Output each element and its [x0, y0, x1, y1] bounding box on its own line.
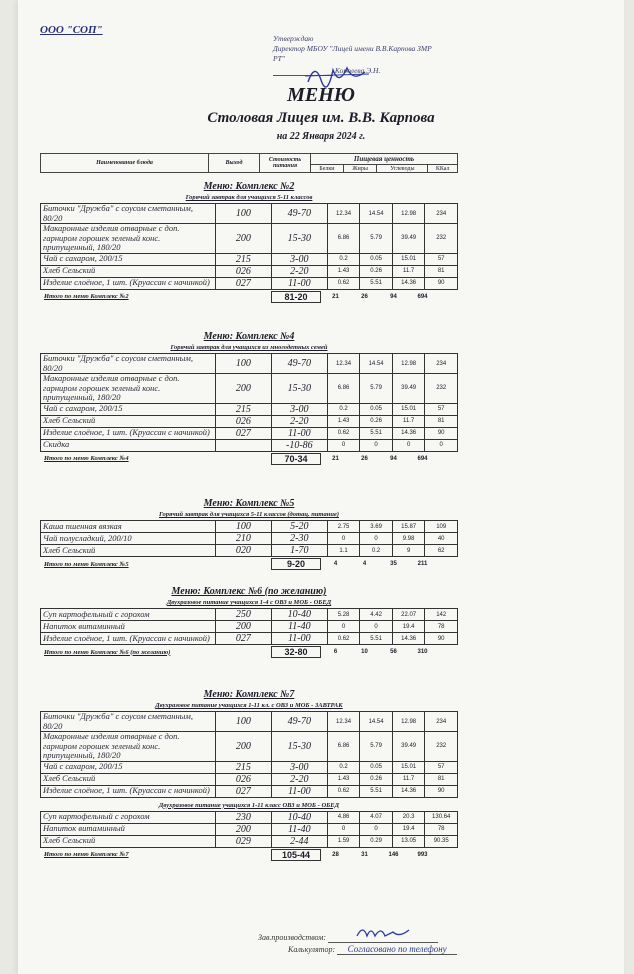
section-complex-4 [40, 330, 458, 466]
dish-protein: 4.86 [327, 811, 360, 823]
total-label: Итого по меню Комплекс №2 [44, 293, 129, 300]
dish-yield: 230 [215, 811, 271, 823]
dish-protein: 2.75 [327, 521, 360, 533]
dish-yield: 027 [215, 277, 271, 289]
dish-kcal: 90 [425, 427, 458, 439]
dish-carbs: 0 [392, 439, 425, 451]
header-nutrition: Пищевая ценность [311, 154, 458, 165]
menu-row [41, 439, 458, 451]
menu-row [41, 427, 458, 439]
dish-name: Чай с сахаром, 200/15 [41, 761, 216, 773]
total-carbs: 146 [388, 851, 399, 858]
dish-price: 10-40 [271, 811, 327, 823]
dish-fat: 0.26 [360, 265, 393, 277]
section-subtitle: Двухразовое питание учащихся 1-4 с ОВЗ и МОБ - ОБЕД [166, 599, 332, 606]
dish-protein: 0.62 [327, 633, 360, 645]
dish-name: Биточки "Дружба" с соусом сметанным, 80/20 [41, 204, 216, 224]
dish-kcal: 78 [425, 621, 458, 633]
dish-kcal: 90 [425, 785, 458, 797]
dish-yield: 027 [215, 427, 271, 439]
menu-row [41, 374, 458, 404]
dish-name: Чай с сахаром, 200/15 [41, 253, 216, 265]
dish-fat: 0.2 [360, 545, 393, 557]
menu-row [41, 761, 458, 773]
dish-yield: 100 [215, 204, 271, 224]
dish-name: Макаронные изделия отварные с доп. гарниром горошек зеленый конс. припущенный, 180/20 [41, 224, 216, 254]
dish-price: 49-70 [271, 204, 327, 224]
dish-kcal: 62 [425, 545, 458, 557]
dish-fat: 14.54 [360, 354, 393, 374]
total-fat: 4 [362, 561, 367, 567]
dish-name: Биточки "Дружба" с соусом сметанным, 80/20 [41, 712, 216, 732]
dish-yield: 100 [215, 521, 271, 533]
calculator-line [288, 944, 457, 955]
dish-fat: 0.05 [360, 253, 393, 265]
dish-protein: 0 [327, 621, 360, 633]
dish-protein: 6.86 [327, 374, 360, 404]
dish-price: -10-86 [271, 439, 327, 451]
dish-protein: 0.2 [327, 403, 360, 415]
dish-carbs: 22.07 [392, 609, 425, 621]
dish-yield: 200 [215, 823, 271, 835]
dish-price: 1-70 [271, 545, 327, 557]
menu-row [41, 204, 458, 224]
production-label: Зав.производством: [258, 933, 327, 942]
dish-fat: 4.42 [360, 609, 393, 621]
header-protein: Белки [311, 165, 344, 173]
dish-fat: 0.29 [360, 835, 393, 847]
section-complex-5 [40, 497, 458, 571]
dish-carbs: 14.36 [392, 785, 425, 797]
dish-yield: 250 [215, 609, 271, 621]
dish-price: 2-20 [271, 415, 327, 427]
header-carbs: Углеводы [377, 165, 428, 173]
dish-price: 15-30 [271, 732, 327, 762]
dish-price: 2-44 [271, 835, 327, 847]
dish-yield: 215 [215, 761, 271, 773]
dish-yield: 020 [215, 545, 271, 557]
menu-row [41, 712, 458, 732]
dish-fat: 5.51 [360, 277, 393, 289]
menu-row [41, 633, 458, 645]
menu-row [41, 253, 458, 265]
dish-kcal: 81 [425, 265, 458, 277]
dish-yield: 100 [215, 354, 271, 374]
dish-kcal: 142 [425, 609, 458, 621]
dish-name: Изделие слоёное, 1 шт. (Круассан с начинкой) [41, 633, 216, 645]
menu-row [41, 785, 458, 797]
column-header [40, 153, 458, 173]
section-title: Меню: Комплекс №4 [203, 331, 295, 342]
dish-name: Чай полусладкий, 200/10 [41, 533, 216, 545]
dish-yield: 026 [215, 415, 271, 427]
dish-kcal: 234 [425, 712, 458, 732]
dish-carbs: 19.4 [392, 621, 425, 633]
approval-line-3: РТ" [273, 54, 285, 63]
dish-carbs: 19.4 [392, 823, 425, 835]
section-total [40, 645, 458, 659]
section-total [40, 290, 458, 304]
total-protein: 21 [332, 455, 339, 462]
dish-name: Хлеб Сельский [41, 265, 216, 277]
menu-row [41, 354, 458, 374]
menu-row [41, 224, 458, 254]
total-label: Итого по меню Комплекс №6 (по желанию) [44, 648, 171, 656]
production-signature [258, 924, 438, 943]
total-kcal: 694 [417, 455, 428, 462]
menu-document [18, 0, 624, 974]
header-kcal: ККал [428, 165, 458, 173]
dish-yield: 026 [215, 773, 271, 785]
dish-fat: 0 [360, 439, 393, 451]
dish-fat: 4.07 [360, 811, 393, 823]
approver-name: Королева Э.Н. [334, 66, 381, 75]
total-carbs: 94 [390, 293, 397, 300]
total-sum: 70-34 [271, 453, 321, 465]
dish-kcal: 232 [425, 374, 458, 404]
dish-protein: 1.43 [327, 773, 360, 785]
dish-kcal: 40 [425, 533, 458, 545]
dish-protein: 12.34 [327, 204, 360, 224]
organization-name: ООО "СОП" [40, 24, 103, 36]
dish-price: 2-20 [271, 265, 327, 277]
dish-price: 11-00 [271, 633, 327, 645]
total-kcal: 694 [417, 293, 428, 300]
total-kcal: 211 [417, 561, 428, 567]
dish-carbs: 11.7 [392, 415, 425, 427]
dish-name: Суп картофельный с горохом [41, 609, 216, 621]
dish-name: Макаронные изделия отварные с доп. гарниром горошек зеленый конс. припущенный, 180/20 [41, 732, 216, 762]
dish-protein: 0.62 [327, 277, 360, 289]
dish-carbs: 9 [392, 545, 425, 557]
dish-price: 11-00 [271, 785, 327, 797]
menu-row [41, 521, 458, 533]
dish-protein: 0.2 [327, 761, 360, 773]
total-label: Итого по меню Комплекс №4 [44, 455, 129, 462]
menu-row [41, 732, 458, 762]
total-kcal: 310 [417, 649, 428, 655]
dish-carbs: 11.7 [392, 265, 425, 277]
dish-price: 11-00 [271, 277, 327, 289]
dish-protein: 6.86 [327, 224, 360, 254]
section-total [40, 557, 458, 571]
dish-protein: 12.34 [327, 354, 360, 374]
page-title: МЕНЮ [287, 84, 355, 106]
dish-price: 49-70 [271, 712, 327, 732]
calc-value: Согласовано по телефону [337, 944, 457, 955]
dish-carbs: 39.49 [392, 224, 425, 254]
production-signature-mark [353, 924, 413, 940]
dish-fat: 0.05 [360, 403, 393, 415]
dish-carbs: 12.98 [392, 712, 425, 732]
menu-row [41, 415, 458, 427]
total-protein: 28 [332, 851, 339, 858]
dish-carbs: 13.05 [392, 835, 425, 847]
dish-kcal: 57 [425, 761, 458, 773]
dish-carbs: 15.01 [392, 253, 425, 265]
dish-name: Хлеб Сельский [41, 545, 216, 557]
dish-name: Хлеб Сельский [41, 835, 216, 847]
dish-protein: 0 [327, 439, 360, 451]
dish-name: Биточки "Дружба" с соусом сметанным, 80/20 [41, 354, 216, 374]
menu-row [41, 811, 458, 823]
section-subtitle: Горячий завтрак для учащихся 5-11 классов (дотац. питание) [158, 511, 340, 518]
dish-name: Чай с сахаром, 200/15 [41, 403, 216, 415]
dish-fat: 5.79 [360, 224, 393, 254]
dish-kcal: 90 [425, 277, 458, 289]
dish-name: Скидка [41, 439, 216, 451]
section-total [40, 848, 458, 862]
dish-kcal: 234 [425, 354, 458, 374]
total-sum: 105-44 [271, 849, 321, 861]
section-subtitle: Горячий завтрак для учащихся 5-11 классов [185, 194, 313, 201]
dish-kcal: 81 [425, 773, 458, 785]
approval-line-1: Утверждаю [273, 34, 314, 43]
dish-price: 2-30 [271, 533, 327, 545]
total-label: Итого по меню Комплекс №5 [44, 560, 129, 568]
dish-price: 11-40 [271, 823, 327, 835]
dish-yield: 200 [215, 621, 271, 633]
page-subtitle: Столовая Лицея им. В.В. Карпова [207, 110, 435, 126]
total-fat: 26 [361, 455, 368, 462]
dish-kcal: 0 [425, 439, 458, 451]
dish-name: Напиток витаминный [41, 823, 216, 835]
total-fat: 10 [361, 649, 368, 655]
dish-fat: 0.26 [360, 415, 393, 427]
header-fat: Жиры [343, 165, 377, 173]
menu-row [41, 773, 458, 785]
dish-name: Суп картофельный с горохом [41, 811, 216, 823]
dish-fat: 14.54 [360, 204, 393, 224]
total-fat: 31 [361, 851, 368, 858]
dish-price: 3-00 [271, 403, 327, 415]
header-cost: Стоимость питания [260, 154, 311, 173]
menu-row [41, 533, 458, 545]
dish-carbs: 12.98 [392, 204, 425, 224]
menu-row [41, 835, 458, 847]
dish-yield: 027 [215, 633, 271, 645]
dish-carbs: 15.87 [392, 521, 425, 533]
dish-price: 11-00 [271, 427, 327, 439]
dish-carbs: 14.36 [392, 427, 425, 439]
dish-protein: 0.62 [327, 785, 360, 797]
total-sum: 81-20 [271, 291, 321, 303]
dish-fat: 0 [360, 823, 393, 835]
dish-fat: 0 [360, 533, 393, 545]
total-protein: 4 [333, 561, 338, 567]
dish-carbs: 15.01 [392, 761, 425, 773]
menu-row [41, 823, 458, 835]
total-fat: 26 [361, 293, 368, 300]
menu-table-2 [40, 811, 458, 848]
total-carbs: 94 [390, 455, 397, 462]
dish-yield: 215 [215, 403, 271, 415]
total-sum: 9-20 [271, 558, 321, 570]
dish-protein: 1.43 [327, 265, 360, 277]
dish-fat: 0.05 [360, 761, 393, 773]
section-complex-6 [40, 585, 458, 659]
total-protein: 6 [333, 649, 338, 655]
section-subtitle: Двухразовое питание учащихся 1-11 кл. с ОВЗ и МОБ - ЗАВТРАК [155, 702, 343, 709]
dish-name: Макаронные изделия отварные с доп. гарниром горошек зеленый конс. припущенный, 180/20 [41, 374, 216, 404]
approval-line-2: Директор МБОУ "Лицей имени В.В.Карпова ЗМР [273, 44, 432, 53]
dish-fat: 0 [360, 621, 393, 633]
dish-kcal: 232 [425, 732, 458, 762]
dish-protein: 12.34 [327, 712, 360, 732]
dish-kcal: 90.35 [425, 835, 458, 847]
dish-name: Хлеб Сельский [41, 773, 216, 785]
menu-table [40, 353, 458, 452]
menu-table [40, 608, 458, 645]
dish-fat: 5.51 [360, 633, 393, 645]
menu-table [40, 203, 458, 290]
dish-name: Изделие слоёное, 1 шт. (Круассан с начинкой) [41, 277, 216, 289]
dish-carbs: 9.98 [392, 533, 425, 545]
dish-kcal: 81 [425, 415, 458, 427]
dish-protein: 1.43 [327, 415, 360, 427]
dish-yield [215, 439, 271, 451]
dish-carbs: 11.7 [392, 773, 425, 785]
dish-fat: 14.54 [360, 712, 393, 732]
dish-protein: 0.62 [327, 427, 360, 439]
dish-yield: 029 [215, 835, 271, 847]
dish-yield: 200 [215, 224, 271, 254]
total-sum: 32-80 [271, 646, 321, 658]
dish-fat: 3.69 [360, 521, 393, 533]
dish-kcal: 57 [425, 403, 458, 415]
dish-name: Изделие слоёное, 1 шт. (Круассан с начинкой) [41, 785, 216, 797]
total-label: Итого по меню Комплекс №7 [44, 851, 129, 858]
header-yield: Выход [209, 154, 260, 173]
calc-label: Калькулятор: [288, 945, 336, 954]
dish-fat: 5.79 [360, 732, 393, 762]
section-title: Меню: Комплекс №6 (по желанию) [171, 586, 327, 597]
dish-kcal: 57 [425, 253, 458, 265]
dish-kcal: 234 [425, 204, 458, 224]
menu-row [41, 609, 458, 621]
dish-name: Напиток витаминный [41, 621, 216, 633]
dish-fat: 5.51 [360, 785, 393, 797]
menu-row [41, 621, 458, 633]
section-title: Меню: Комплекс №2 [203, 181, 295, 192]
dish-fat: 5.79 [360, 374, 393, 404]
menu-row [41, 403, 458, 415]
dish-price: 10-40 [271, 609, 327, 621]
dish-yield: 026 [215, 265, 271, 277]
dish-name: Каша пшенная вязкая [41, 521, 216, 533]
dish-kcal: 130.64 [425, 811, 458, 823]
dish-fat: 5.51 [360, 427, 393, 439]
dish-carbs: 14.36 [392, 633, 425, 645]
dish-price: 3-00 [271, 761, 327, 773]
dish-yield: 215 [215, 253, 271, 265]
dish-carbs: 39.49 [392, 732, 425, 762]
dish-price: 11-40 [271, 621, 327, 633]
menu-table [40, 711, 458, 798]
section-complex-7 [40, 688, 458, 862]
menu-row [41, 277, 458, 289]
dish-carbs: 14.36 [392, 277, 425, 289]
dish-kcal: 90 [425, 633, 458, 645]
total-protein: 21 [332, 293, 339, 300]
dish-kcal: 109 [425, 521, 458, 533]
dish-protein: 0 [327, 823, 360, 835]
dish-protein: 0 [327, 533, 360, 545]
dish-carbs: 12.98 [392, 354, 425, 374]
dish-carbs: 15.01 [392, 403, 425, 415]
menu-row [41, 265, 458, 277]
dish-protein: 1.1 [327, 545, 360, 557]
section-subtitle: Горячий завтрак для учащихся из многодетных семей [170, 344, 328, 351]
section-complex-2 [40, 180, 458, 304]
dish-price: 5-20 [271, 521, 327, 533]
dish-protein: 1.59 [327, 835, 360, 847]
dish-price: 49-70 [271, 354, 327, 374]
menu-date: на 22 Января 2024 г. [276, 131, 366, 142]
header-name: Наименование блюда [41, 154, 209, 173]
dish-name: Изделие слоёное, 1 шт. (Круассан с начинкой) [41, 427, 216, 439]
dish-carbs: 39.49 [392, 374, 425, 404]
total-carbs: 56 [390, 649, 397, 655]
dish-protein: 5.28 [327, 609, 360, 621]
dish-name: Хлеб Сельский [41, 415, 216, 427]
dish-fat: 0.26 [360, 773, 393, 785]
dish-protein: 6.86 [327, 732, 360, 762]
section-title: Меню: Комплекс №5 [203, 498, 295, 509]
dish-price: 2-20 [271, 773, 327, 785]
menu-row [41, 545, 458, 557]
dish-price: 15-30 [271, 374, 327, 404]
dish-kcal: 78 [425, 823, 458, 835]
dish-yield: 027 [215, 785, 271, 797]
dish-kcal: 232 [425, 224, 458, 254]
section-title: Меню: Комплекс №7 [203, 689, 295, 700]
total-kcal: 993 [417, 851, 428, 858]
dish-price: 3-00 [271, 253, 327, 265]
dish-yield: 200 [215, 732, 271, 762]
dish-yield: 210 [215, 533, 271, 545]
total-carbs: 35 [390, 561, 397, 567]
dish-carbs: 20.3 [392, 811, 425, 823]
section-subtitle-2: Двухразовое питание учащихся 1-11 класс ОВЗ и МОБ - ОБЕД [158, 801, 340, 809]
dish-yield: 100 [215, 712, 271, 732]
dish-price: 15-30 [271, 224, 327, 254]
section-total [40, 452, 458, 466]
dish-yield: 200 [215, 374, 271, 404]
menu-table [40, 520, 458, 557]
dish-protein: 0.2 [327, 253, 360, 265]
